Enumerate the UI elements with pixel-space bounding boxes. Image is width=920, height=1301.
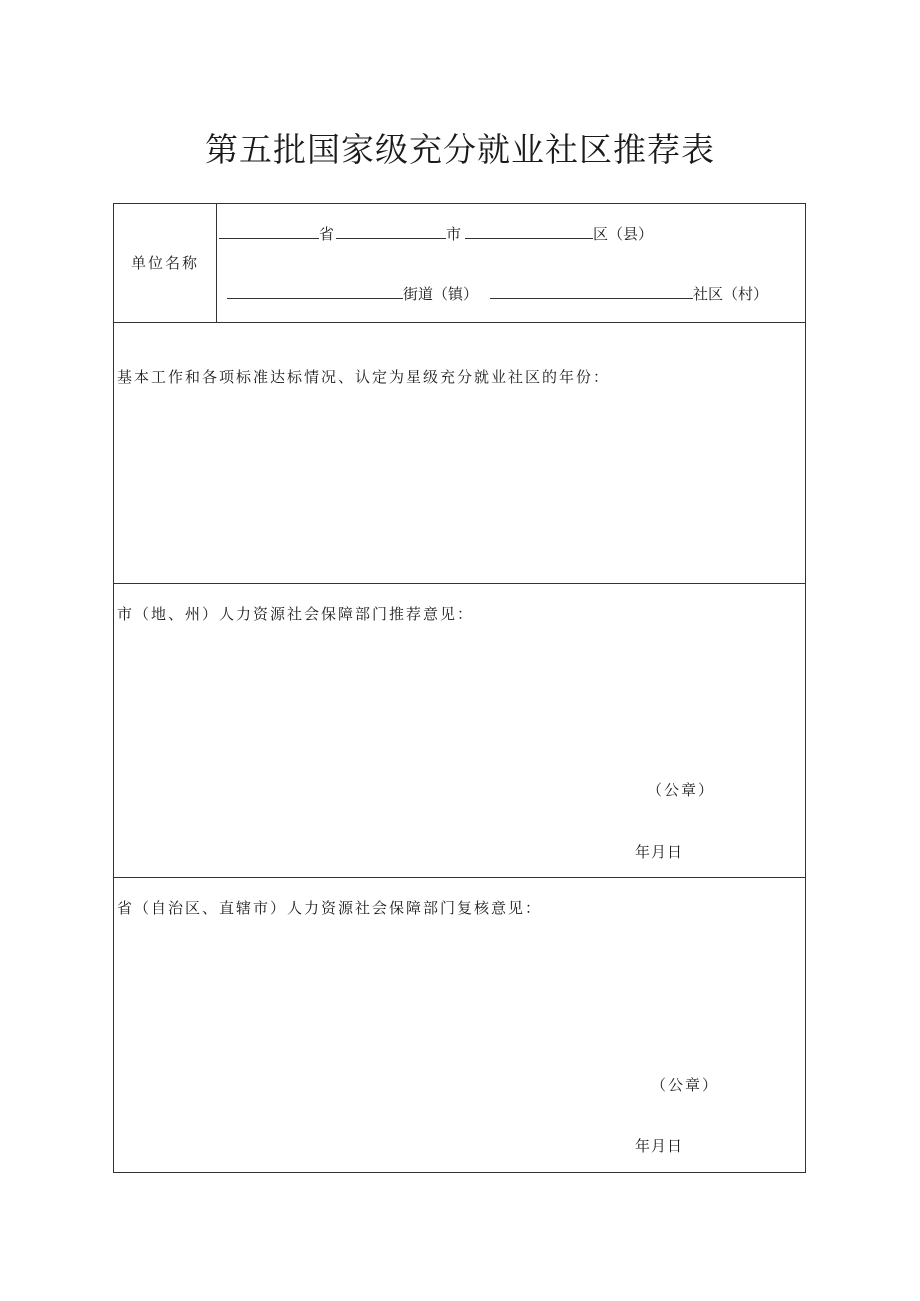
province-field[interactable] — [219, 224, 319, 239]
address-line-2 — [227, 284, 768, 304]
basic-info-row[interactable] — [114, 323, 805, 584]
province-date: 年月日 — [635, 1137, 684, 1155]
province-opinion-label: 省（自治区、直辖市）人力资源社会保障部门复核意见： — [117, 899, 543, 917]
city-opinion-label: 市（地、州）人力资源社会保障部门推荐意见： — [117, 605, 475, 623]
recommendation-form — [113, 203, 806, 1173]
city-opinion-row[interactable] — [114, 584, 805, 878]
form-title: 第五批国家级充分就业社区推荐表 — [205, 130, 715, 169]
city-suffix: 市 — [446, 225, 462, 243]
city-field[interactable] — [336, 224, 446, 239]
street-suffix: 街道（镇） — [403, 285, 479, 303]
unit-name-label: 单位名称 — [114, 204, 217, 323]
basic-info-label: 基本工作和各项标准达标情况、认定为星级充分就业社区的年份： — [117, 368, 611, 386]
province-seal: （公章） — [651, 1076, 720, 1094]
province-opinion-row[interactable] — [114, 878, 805, 1172]
district-suffix: 区（县） — [593, 225, 654, 243]
street-field[interactable] — [227, 284, 403, 299]
province-suffix: 省 — [319, 225, 335, 243]
city-seal: （公章） — [647, 781, 716, 799]
community-suffix: 社区（村） — [693, 285, 769, 303]
address-line-1 — [219, 224, 653, 244]
district-field[interactable] — [465, 224, 593, 239]
community-field[interactable] — [490, 284, 693, 299]
unit-name-row — [114, 204, 805, 323]
city-date: 年月日 — [635, 843, 684, 861]
